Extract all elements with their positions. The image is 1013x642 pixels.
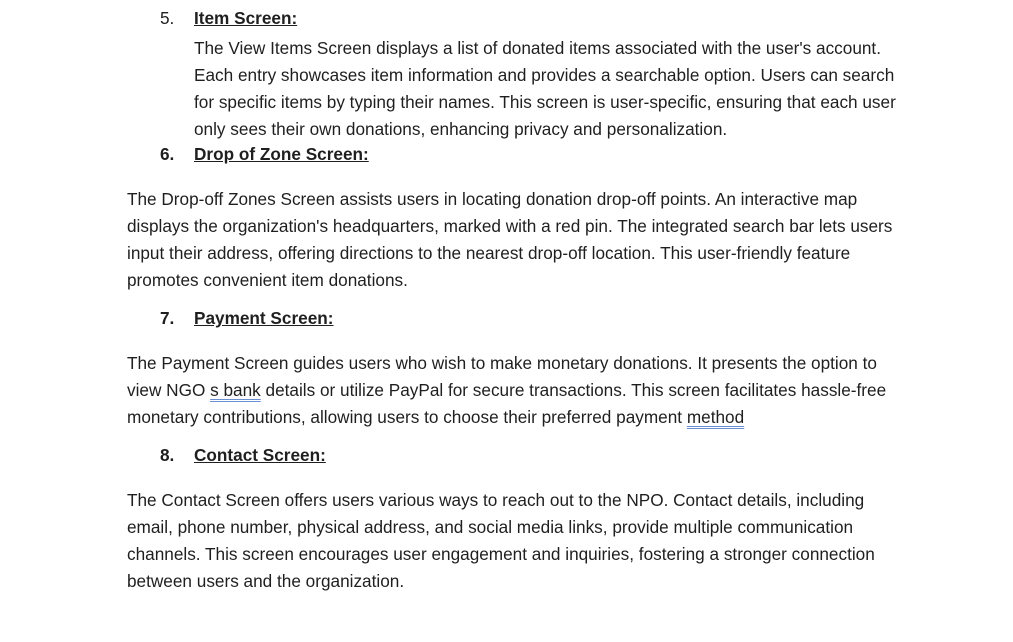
heading-item-screen [160,8,297,29]
payment-paragraph [127,350,977,431]
heading-drop-zone-screen [160,144,369,165]
text-line: between users and the organization. [127,571,405,591]
text-line: The Payment Screen guides users who wish to make monetary donations. It presents the option to [127,353,877,373]
grammar-flag[interactable]: s bank [210,380,261,400]
text-line: for specific items by typing their names. This screen is user-specific, ensuring that each user [194,92,896,112]
text-segment: details or utilize PayPal for secure transactions. This screen facilitates hassle-free [260,380,887,400]
list-number: 5. [160,8,175,28]
list-number: 8. [160,445,175,465]
section-title: Drop of Zone Screen: [194,144,369,164]
list-number: 7. [160,308,175,328]
text-line: Each entry showcases item information and provides a searchable option. Users can search [194,65,895,85]
section-title: Contact Screen: [194,445,326,465]
item-screen-paragraph [194,35,984,143]
text-segment: view NGO [127,380,211,400]
drop-zone-paragraph [127,186,977,294]
grammar-flag[interactable]: method [686,407,745,427]
text-line: only sees their own donations, enhancing privacy and personalization. [194,119,728,139]
section-title: Payment Screen: [194,308,334,328]
text-line: channels. This screen encourages user engagement and inquiries, fostering a stronger connection [127,544,875,564]
text-line: promotes convenient item donations. [127,270,408,290]
text-line: The Contact Screen offers users various ways to reach out to the NPO. Contact details, including [127,490,865,510]
text-line: email, phone number, physical address, and social media links, provide multiple communication [127,517,854,537]
list-number: 6. [160,144,175,164]
text-line [127,377,977,404]
contact-paragraph [127,487,977,595]
text-line: displays the organization's headquarters, marked with a red pin. The integrated search bar lets users [127,216,893,236]
text-line: The View Items Screen displays a list of donated items associated with the user's account. [194,38,881,58]
heading-payment-screen [160,308,333,329]
text-segment: monetary contributions, allowing users to choose their preferred payment [127,407,687,427]
text-line: input their address, offering directions to the nearest drop-off location. This user-friendly feature [127,243,851,263]
text-line: The Drop-off Zones Screen assists users in locating donation drop-off points. An interactive map [127,189,858,209]
section-title: Item Screen: [194,8,298,28]
heading-contact-screen [160,445,326,466]
text-line [127,404,977,431]
